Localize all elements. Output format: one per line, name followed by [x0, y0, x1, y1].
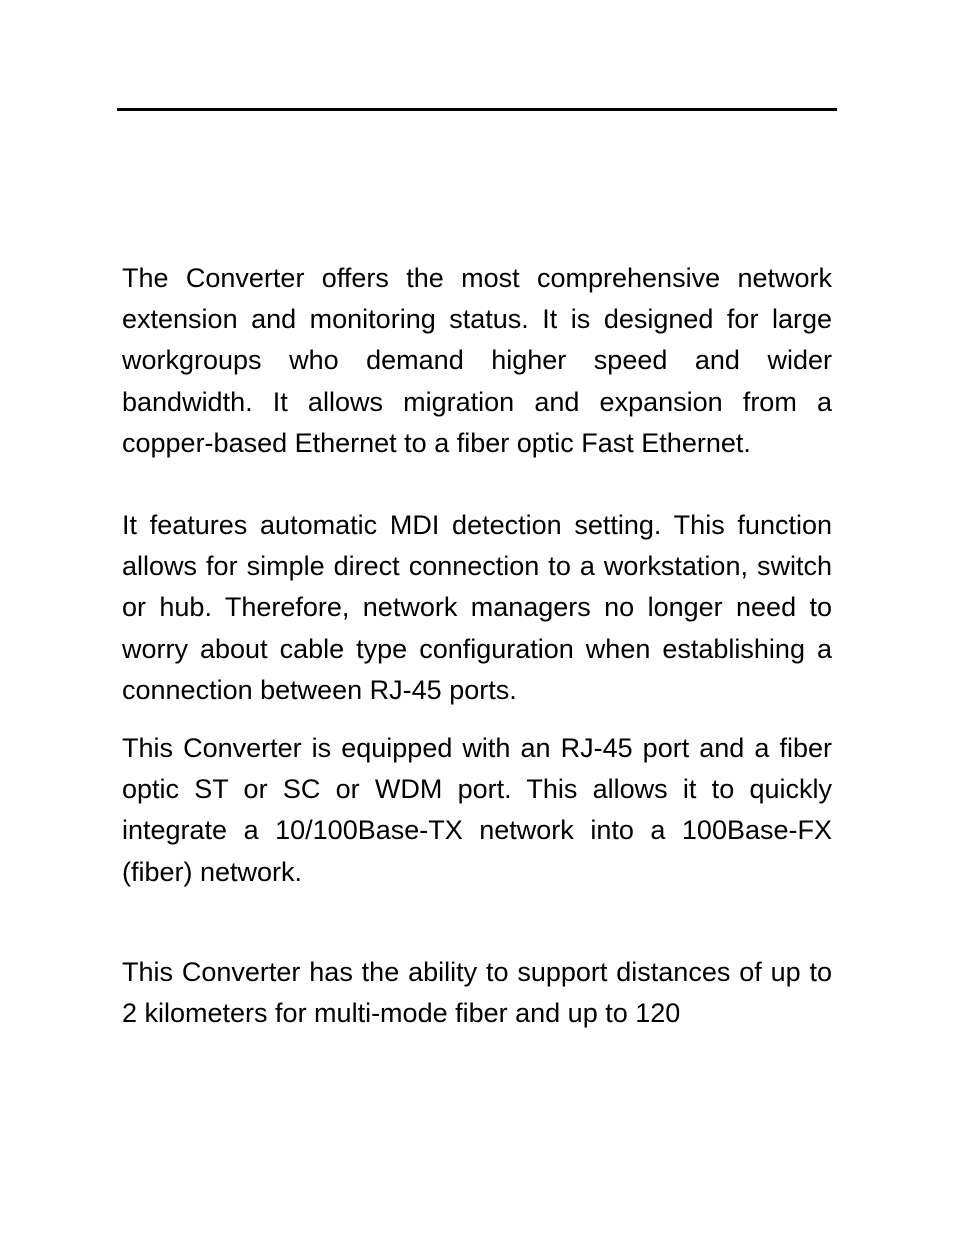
- header-rule: [117, 108, 837, 111]
- paragraph-mdi-detection: It features automatic MDI detection setting. This function allows for simple direct connection to a workstation, switch or hub. Therefore, network managers no longer need to worry about cable type configuration when establishing a connection between RJ-45 ports.: [122, 510, 832, 705]
- paragraph-ports: This Converter is equipped with an RJ-45 port and a fiber optic ST or SC or WDM port. This allows it to quickly integrate a 10/100Base-TX network into a 100Base-FX (fiber) network.: [122, 733, 832, 887]
- paragraph-overview: The Converter offers the most comprehensive network extension and monitoring status. It is designed for large workgroups who demand higher speed and wider bandwidth. It allows migration and expansion from a copper-based Ethernet to a fiber optic Fast Ethernet.: [122, 263, 832, 458]
- document-body: [122, 258, 832, 1034]
- paragraph-distance: This Converter has the ability to support distances of up to 2 kilometers for multi-mode fiber and up to 120: [122, 956, 832, 1029]
